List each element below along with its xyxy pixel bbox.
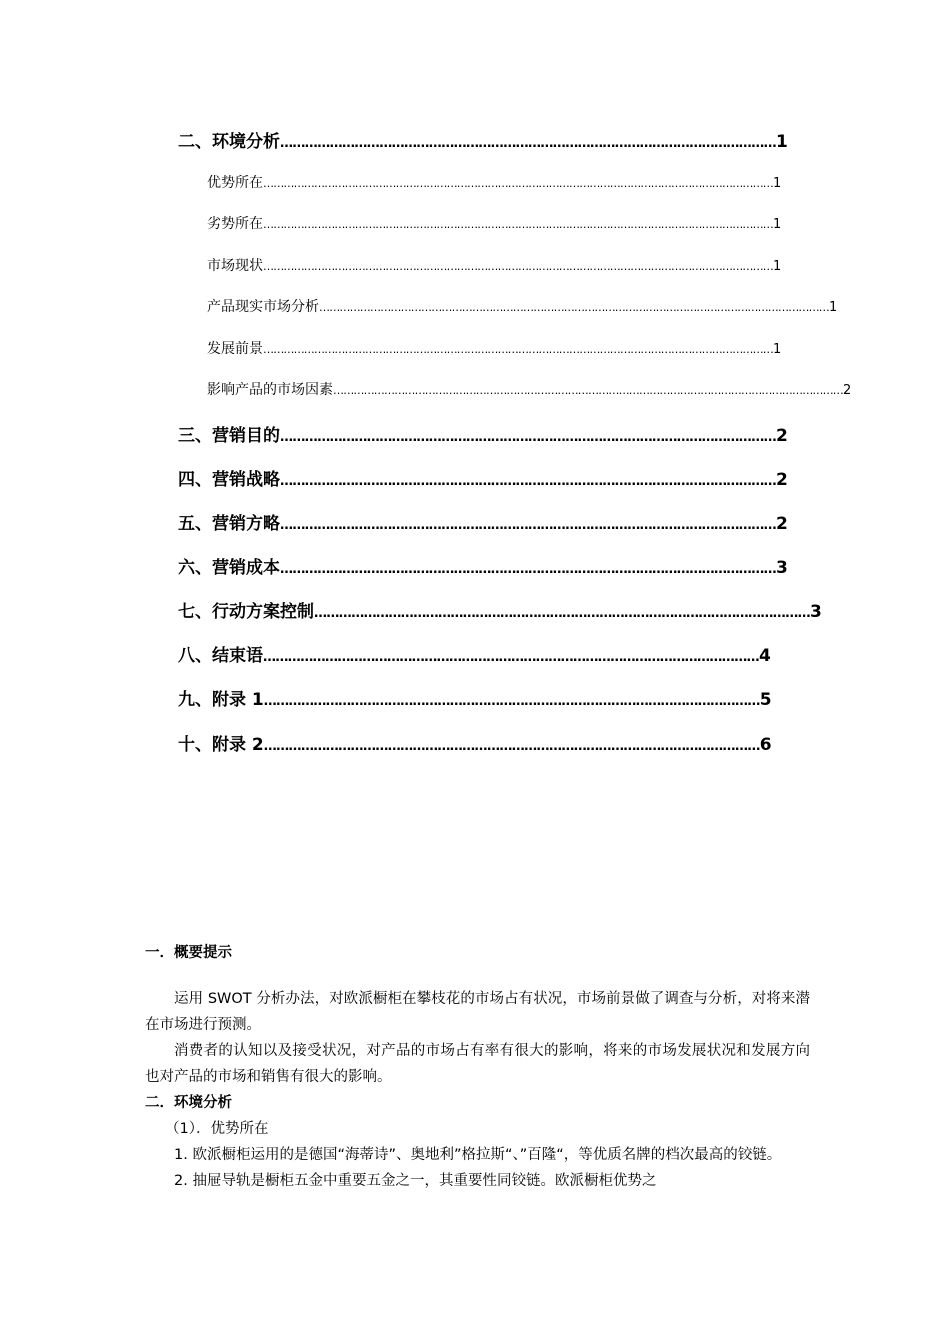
toc-entry-title: 二、环境分析: [178, 132, 280, 152]
toc-page-number: 2: [776, 470, 788, 490]
toc-page-number: 1: [773, 217, 782, 232]
toc-dot-leader: …………………………………………………………………………………………………………: [280, 136, 777, 151]
toc-entry-title: 九、附录 1: [178, 690, 264, 710]
toc-dot-leader: ……………………………………………………………………………………………………………………………………: [263, 260, 774, 273]
toc-entry-title: 产品现实市场分析: [207, 299, 319, 315]
toc-entry[interactable]: [178, 509, 788, 534]
toc-entry[interactable]: [178, 553, 788, 578]
toc-page-number: 2: [776, 514, 788, 534]
toc-entry-title: 优势所在: [207, 175, 263, 191]
toc-dot-leader: ……………………………………………………………………………………………………………………………………: [263, 343, 774, 356]
toc-entry-title: 劣势所在: [207, 216, 263, 232]
toc-entry-title: 七、行动方案控制: [178, 602, 314, 622]
toc-dot-leader: …………………………………………………………………………………………………………: [263, 650, 760, 665]
toc-page-number: 4: [759, 646, 771, 666]
toc-page-number: 5: [759, 690, 772, 710]
toc-dot-leader: …………………………………………………………………………………………………………: [280, 562, 777, 577]
toc-page-number: 3: [776, 558, 788, 578]
toc-dot-leader: ……………………………………………………………………………………………………………………………………: [263, 177, 774, 190]
toc-page-number: 1: [776, 132, 788, 152]
toc-entry-title: 八、结束语: [178, 646, 263, 666]
toc-subentry[interactable]: [207, 213, 782, 233]
toc-dot-leader: …………………………………………………………………………………………………………: [280, 518, 777, 533]
toc-dot-leader: ……………………………………………………………………………………………………………………………………: [263, 218, 774, 231]
toc-entry[interactable]: [178, 597, 822, 622]
toc-subentry[interactable]: [207, 379, 852, 399]
paragraph: 2. 抽屉导轨是橱柜五金中重要五金之一，其重要性同铰链。欧派橱柜优势之: [174, 1173, 657, 1189]
toc-subentry[interactable]: [207, 338, 782, 358]
toc-page-number: 2: [843, 383, 852, 398]
toc-dot-leader: ……………………………………………………………………………………………………………………………………: [319, 301, 830, 314]
document-body: [145, 940, 810, 1194]
toc-page-number: 3: [810, 602, 822, 622]
toc-page-number: 1: [829, 300, 838, 315]
toc-page-number: 6: [759, 735, 772, 755]
toc-entry[interactable]: [178, 641, 771, 666]
toc-entry-title: 五、营销方略: [178, 514, 280, 534]
paragraph: 消费者的认知以及接受状况，对产品的市场占有率有很大的影响，将来的市场发展状况和发展方向也对产品的市场和销售有很大的影响。: [145, 1043, 810, 1085]
toc-entry-title: 市场现状: [207, 258, 263, 274]
toc-entry-title: 发展前景: [207, 341, 263, 357]
toc-entry[interactable]: [178, 127, 788, 152]
subsection-heading: （1）．优势所在: [165, 1121, 269, 1137]
toc-entry[interactable]: [178, 421, 788, 446]
toc-page-number: 1: [773, 342, 782, 357]
section-heading: 一．概要提示: [145, 945, 232, 961]
toc-entry[interactable]: [178, 730, 772, 755]
toc-dot-leader: …………………………………………………………………………………………………………: [280, 430, 777, 445]
toc-entry[interactable]: [178, 685, 772, 710]
paragraph: 运用 SWOT 分析办法，对欧派橱柜在攀枝花的市场占有状况，市场前景做了调查与分析，对将来潜在市场进行预测。: [145, 991, 810, 1033]
spacer: [145, 966, 810, 986]
toc-subentry[interactable]: [207, 255, 782, 275]
toc-entry-title: 六、营销成本: [178, 558, 280, 578]
paragraph: 1. 欧派橱柜运用的是德国“海蒂诗”、奥地利”格拉斯“、”百隆“，等优质名牌的档次最高的铰链。: [174, 1147, 782, 1163]
toc-entry-title: 十、附录 2: [178, 735, 264, 755]
toc-entry-title: 四、营销战略: [178, 470, 280, 490]
toc-subentry[interactable]: [207, 296, 838, 316]
toc-entry[interactable]: [178, 465, 788, 490]
toc-dot-leader: …………………………………………………………………………………………………………: [263, 739, 760, 754]
toc-subentry[interactable]: [207, 172, 782, 192]
toc-dot-leader: …………………………………………………………………………………………………………: [314, 606, 811, 621]
section-heading: 二．环境分析: [145, 1095, 232, 1111]
toc-page-number: 1: [773, 259, 782, 274]
toc-dot-leader: …………………………………………………………………………………………………………: [263, 694, 760, 709]
toc-entry-title: 影响产品的市场因素: [207, 382, 333, 398]
toc-dot-leader: …………………………………………………………………………………………………………: [280, 474, 777, 489]
toc-page-number: 1: [773, 176, 782, 191]
toc-entry-title: 三、营销目的: [178, 426, 280, 446]
toc-dot-leader: ……………………………………………………………………………………………………………………………………: [333, 384, 844, 397]
toc-page-number: 2: [776, 426, 788, 446]
